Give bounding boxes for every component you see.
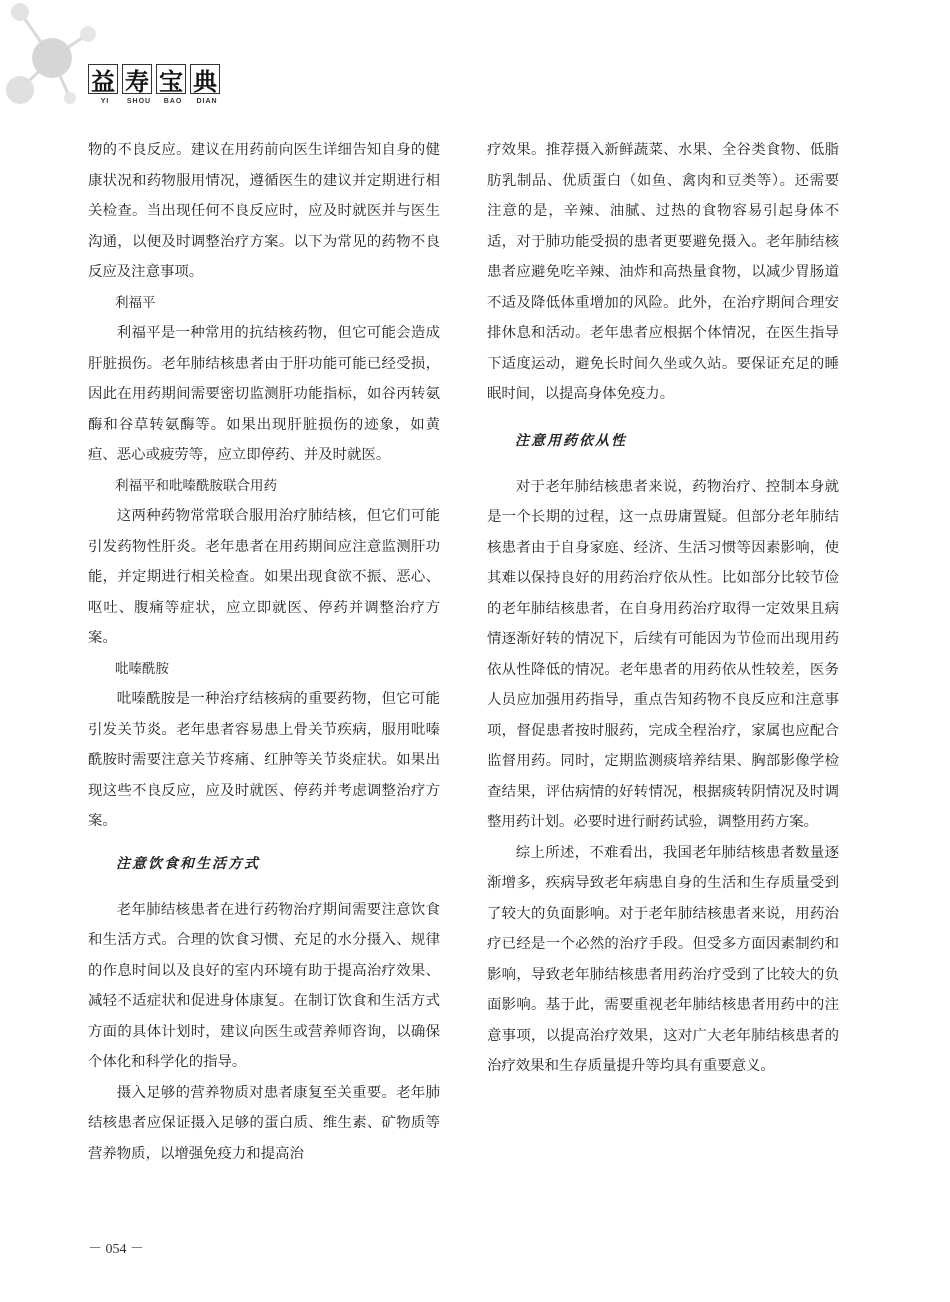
logo-char: 寿 <box>122 64 152 94</box>
body-paragraph: 老年肺结核患者在进行药物治疗期间需要注意饮食和生活方式。合理的饮食习惯、充足的水分摄入、规律的作息时间以及良好的室内环境有助于提高治疗效果、减轻不适症状和促进身体康复。在制订饮食和生活方式方面的具体计划时，建议向医生或营养师咨询，以确保个体化和科学化的指导。 <box>88 901 440 1070</box>
drug-subheading: 利福平 <box>115 294 156 311</box>
article-left-column <box>88 135 440 1169</box>
body-paragraph: 这两种药物常常联合服用治疗肺结核，但它们可能引发药物性肝炎。老年患者在用药期间应注意监测肝功能，并定期进行相关检查。如果出现食欲不振、恶心、呕吐、腹痛等症状，应立即就医、停药并调整治疗方案。 <box>88 508 440 646</box>
article-right-column <box>487 135 839 1082</box>
body-paragraph: 对于老年肺结核患者来说，药物治疗、控制本身就是一个长期的过程，这一点毋庸置疑。但部分老年肺结核患者由于自身家庭、经济、生活习惯等因素影响，使其难以保持良好的用药治疗依从性。比如部分比较节俭的老年肺结核患者，在自身用药治疗取得一定效果且病情逐渐好转的情况下，后续有可能因为节俭而出现用药依从性降低的情况。老年患者的用药依从性较差，医务人员应加强用药指导，重点告知药物不良反应和注意事项，督促患者按时服药，完成全程治疗，家属也应配合监督用药。同时，定期监测痰培养结果、胸部影像学检查结果，评估病情的好转情况，根据痰转阴情况及时调整用药计划。必要时进行耐药试验，调整用药方案。 <box>487 478 839 830</box>
logo-pinyin <box>88 98 224 105</box>
logo-char: 宝 <box>156 64 186 94</box>
section-heading: 注意饮食和生活方式 <box>116 855 260 872</box>
body-paragraph: 疗效果。推荐摄入新鲜蔬菜、水果、全谷类食物、低脂肪乳制品、优质蛋白（如鱼、禽肉和豆类等）。还需要注意的是，辛辣、油腻、过热的食物容易引起身体不适，对于肺功能受损的患者更要避免摄入。老年肺结核患者应避免吃辛辣、油炸和高热量食物，以减少胃肠道不适及降低体重增加的风险。此外，在治疗期间合理安排休息和活动。老年患者应根据个体情况，在医生指导下适度运动，避免长时间久坐或久站。要保证充足的睡眠时间，以提高身体免疫力。 <box>487 142 839 402</box>
body-paragraph: 物的不良反应。建议在用药前向医生详细告知自身的健康状况和药物服用情况，遵循医生的建议并定期进行相关检查。当出现任何不良反应时，应及时就医并与医生沟通，以便及时调整治疗方案。以下为常见的药物不良反应及注意事项。 <box>88 142 440 280</box>
drug-subheading: 吡嗪酰胺 <box>115 660 169 677</box>
body-paragraph: 利福平是一种常用的抗结核药物，但它可能会造成肝脏损伤。老年肺结核患者由于肝功能可能已经受损，因此在用药期间需要密切监测肝功能指标，如谷丙转氨酶和谷草转氨酶等。如果出现肝脏损伤的迹象，如黄疸、恶心或疲劳等，应立即停药、并及时就医。 <box>88 325 440 463</box>
body-paragraph: 吡嗪酰胺是一种治疗结核病的重要药物，但它可能引发关节炎。老年患者容易患上骨关节疾病，服用吡嗪酰胺时需要注意关节疼痛、红肿等关节炎症状。如果出现这些不良反应，应及时就医、停药并考虑调整治疗方案。 <box>88 691 440 829</box>
logo-char: 益 <box>88 64 118 94</box>
magazine-logo <box>88 64 224 105</box>
section-heading: 注意用药依从性 <box>515 432 627 449</box>
body-paragraph: 综上所述，不难看出，我国老年肺结核患者数量逐渐增多，疾病导致老年病患自身的生活和生存质量受到了较大的负面影响。对于老年肺结核患者来说，用药治疗已经是一个必然的治疗手段。但受多方面因素制约和影响，导致老年肺结核患者用药治疗受到了比较大的负面影响。基于此，需要重视老年肺结核患者用药中的注意事项，以提高治疗效果，这对广大老年肺结核患者的治疗效果和生存质量提升等均具有重要意义。 <box>487 844 839 1074</box>
logo-char: 典 <box>190 64 220 94</box>
logo-pinyin-syllable: YI <box>100 98 110 105</box>
logo-pinyin-syllable: SHOU <box>126 98 152 105</box>
drug-subheading: 利福平和吡嗪酰胺联合用药 <box>115 477 277 494</box>
logo-title <box>88 64 224 94</box>
logo-pinyin-syllable: DIAN <box>196 98 218 105</box>
logo-pinyin-syllable: BAO <box>163 98 183 105</box>
page-number: － 054 － <box>88 1242 144 1257</box>
body-paragraph: 摄入足够的营养物质对患者康复至关重要。老年肺结核患者应保证摄入足够的蛋白质、维生素、矿物质等营养物质，以增强免疫力和提高治 <box>88 1084 440 1162</box>
